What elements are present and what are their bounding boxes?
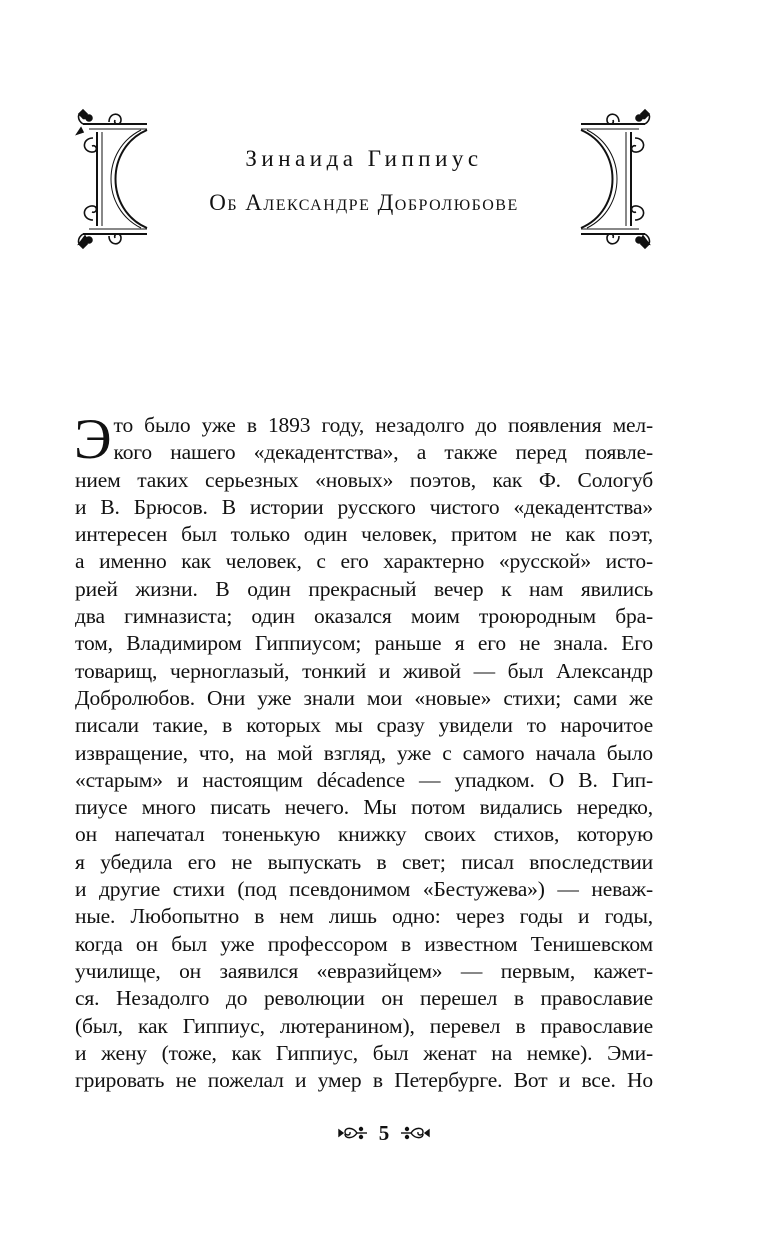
author-name: Зинаида Гиппиус — [245, 146, 483, 171]
text-line: писали такие, в которых мы сразу увидели то нарочитое — [75, 713, 653, 738]
text-line: я убедила его не выпускать в свет; писал впоследствии — [75, 849, 653, 874]
text-line: и другие стихи (под псевдонимом «Бестужева») — неваж- — [75, 877, 653, 902]
text-line: он напечатал тоненькую книжку своих стихов, которую — [75, 822, 653, 847]
text-line: когда он был уже профессором в известном Тенишевском — [75, 931, 653, 956]
ornamental-scroll-icon — [579, 108, 653, 250]
fleuron-icon — [399, 1124, 431, 1142]
text-line: ся. Незадолго до революции он перешел в православие — [75, 986, 653, 1011]
text-line: кого нашего «декадентства», а также перед появле- — [113, 440, 653, 465]
text-line: интересен был только один человек, притом не как поэт, — [75, 522, 653, 547]
text-line: товарищ, черноглазый, тонкий и живой — был Александр — [75, 658, 653, 683]
text-line: то было уже в 1893 году, незадолго до появления мел- — [113, 413, 653, 437]
body-text — [74, 408, 653, 1094]
text-line: «старым» и настоящим décadence — упадком. О В. Гип- — [75, 767, 653, 792]
text-line: нием таких серьезных «новых» поэтов, как Ф. Сологуб — [75, 467, 653, 492]
ornamental-scroll-icon — [75, 108, 149, 250]
drop-cap: Э — [74, 408, 112, 471]
text-line: и жену (тоже, как Гиппиус, был женат на немке). Эми- — [75, 1040, 653, 1065]
text-line: (был, как Гиппиус, лютеранином), перевел в православие — [75, 1013, 653, 1038]
text-line: Добролюбов. Они уже знали мои «новые» стихи; сами же — [75, 685, 653, 710]
text-line: и В. Брюсов. В истории русского чистого «декадентства» — [75, 494, 653, 519]
chapter-title: Об Александре Добролюбове — [209, 190, 519, 215]
text-line: два гимназиста; один оказался моим троюродным бра- — [75, 604, 653, 629]
text-line: а именно как человек, с его характерно «русской» исто- — [75, 549, 653, 574]
page-footer — [0, 1120, 768, 1146]
text-line: ные. Любопытно в нем лишь одно: через годы и годы, — [75, 904, 653, 929]
text-line: пиусе много писать нечего. Мы потом видались нередко, — [75, 795, 653, 820]
text-line: извращение, что, на мой взгляд, уже с самого начала было — [75, 740, 653, 765]
text-line: том, Владимиром Гиппиусом; раньше я его не знала. Его — [75, 631, 653, 656]
chapter-header — [75, 108, 653, 250]
text-line: рией жизни. В один прекрасный вечер к нам явились — [75, 576, 653, 601]
text-line: училище, он заявился «евразийцем» — первым, кажет- — [75, 958, 653, 983]
fleuron-icon — [337, 1124, 369, 1142]
text-line: грировать не пожелал и умер в Петербурге. Вот и все. Но — [75, 1068, 653, 1093]
page-number: 5 — [378, 1120, 390, 1145]
